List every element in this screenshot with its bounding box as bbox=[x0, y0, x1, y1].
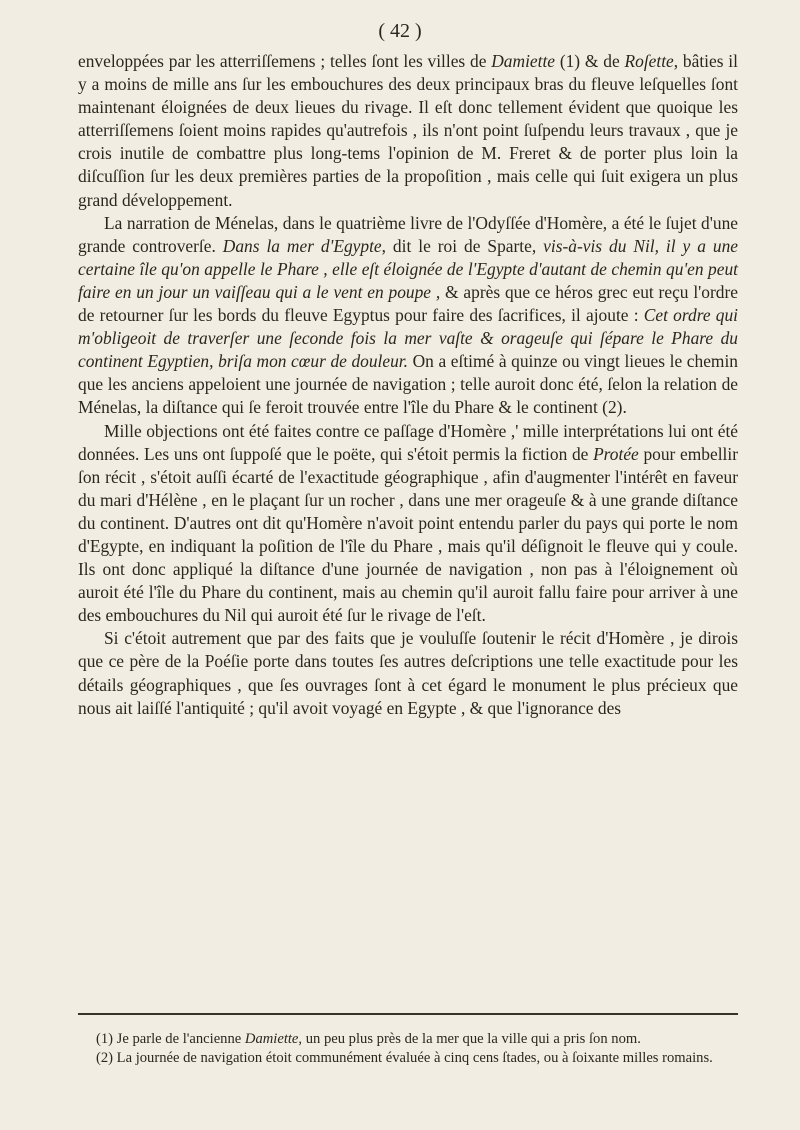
page-number: ( 42 ) bbox=[378, 20, 422, 42]
paragraph-3 bbox=[78, 420, 738, 628]
paragraph-4: Si c'étoit autrement que par des faits que je vouluſſe ſoutenir le récit d'Homère , je dirois que ce père de la Poéſie porte dans toutes ſes autres deſcriptions une telle exactitude pour les détails géographiques , que ſes ouvrages ſont à cet égard le monument le plus précieux que nous ait laiſſé l'antiquité ; qu'il avoit voyagé en Egypte , & que l'ignorance des bbox=[78, 628, 738, 718]
text-run: pour embellir ſon récit , s'étoit auſſi écarté de l'exactitude géographique , afin d'augmenter l'intérêt en faveur du mari d'Hélène , en le plaçant ſur un rocher , dans une mer orageuſe & à une grande diſtance du continent. D'autres ont dit qu'Homère n'avoit point entendu parler du pays qui porte le nom d'Egypte, en indiquant la poſition de l'île du Phare , mais qu'il déſignoit le fleuve qui y coule. Ils ont donc appliqué la diſtance d'une journée de navigation , non pas à l'éloignement où auroit été l'île du Phare du continent, mais au chemin qu'il auroit fallu faire pour arriver à une des embouchures du Nil qui auroit été ſur le rivage de l'eſt. bbox=[78, 443, 738, 626]
italic-quote: Dans la mer d'Egypte bbox=[222, 235, 382, 256]
italic-place-damiette: Damiette bbox=[491, 51, 555, 71]
main-text bbox=[78, 50, 738, 720]
text-run: , un peu plus près de la mer que la ville qui a pris ſon nom. bbox=[298, 1031, 641, 1047]
footnote-1 bbox=[78, 1030, 738, 1049]
text-run: (1) Je parle de l'ancienne bbox=[96, 1031, 245, 1047]
text-run: On a eſtimé à quinze ou vingt lieues le chemin que les anciens appeloient une journée de navigation ; telle auroit donc été, ſelon la relation de Ménelas, la diſtance qui ſe feroit trouvée entre l'île du Phare & le continent (2). bbox=[78, 351, 738, 418]
text-run: enveloppées par les atterriſſemens ; telles ſont les villes de bbox=[78, 51, 492, 71]
text-run: (1) & de bbox=[555, 51, 625, 71]
italic-place-damiette: Damiette bbox=[244, 1031, 299, 1047]
footnote-divider bbox=[78, 1013, 738, 1015]
text-run: , dit le roi de Sparte, bbox=[381, 235, 544, 256]
text-run: , bâties il y a moins de mille ans ſur les embouchures des deux principaux bras du fleuve leſquelles ſont maintenant éloignées de deux lieues du rivage. Il eſt donc tellement évident que quoique les atterriſſemens ſoient moins rapides qu'autrefois , ils n'ont point ſuſpendu leurs travaux , que je crois inutile de combattre plus long-tems l'opinion de M. Freret & de porter plus loin la diſcuſſion ſur les deux premières parties de la propoſition , mais celle qui ſuit exigera un plus grand développement. bbox=[78, 51, 738, 210]
italic-name-protee: Protée bbox=[593, 443, 639, 464]
italic-quote: Cet ordre qui m'obligeoit de traverſer une ſeconde fois la mer vaſte & orageuſe qui ſépare le Phare du continent Egyptien, briſa mon cœur de douleur. bbox=[78, 305, 738, 372]
paragraph-1 bbox=[78, 50, 738, 212]
italic-quote: vis-à-vis du Nil, il y a une certaine île qu'on appelle le Phare , elle eſt éloignée de l'Egypte d'autant de chemin qu'en peut faire en un jour un vaiſſeau qui a le vent en poupe , bbox=[78, 235, 738, 302]
text-run: Mille objections ont été faites contre ce paſſage d'Homère ,' mille interprétations lui ont été données. Les uns ont ſuppoſé que le poëte, qui s'étoit permis la fiction de bbox=[78, 420, 738, 464]
footnote-2: (2) La journée de navigation étoit communément évaluée à cinq cens ſtades, ou à ſoixante milles romains. bbox=[96, 1050, 713, 1066]
italic-place-rosette: Roſette bbox=[624, 51, 674, 71]
footnotes bbox=[78, 1030, 738, 1068]
paragraph-2 bbox=[78, 212, 738, 420]
text-run: La narration de Ménelas, dans le quatrième livre de l'Odyſſée d'Homère, a été le ſujet d'une grande controverſe. bbox=[78, 212, 738, 256]
text-run: & après que ce héros grec eut reçu l'ordre de retourner ſur les bords du fleuve Egyptus pour faire des ſacrifices, il ajoute : bbox=[78, 281, 738, 326]
